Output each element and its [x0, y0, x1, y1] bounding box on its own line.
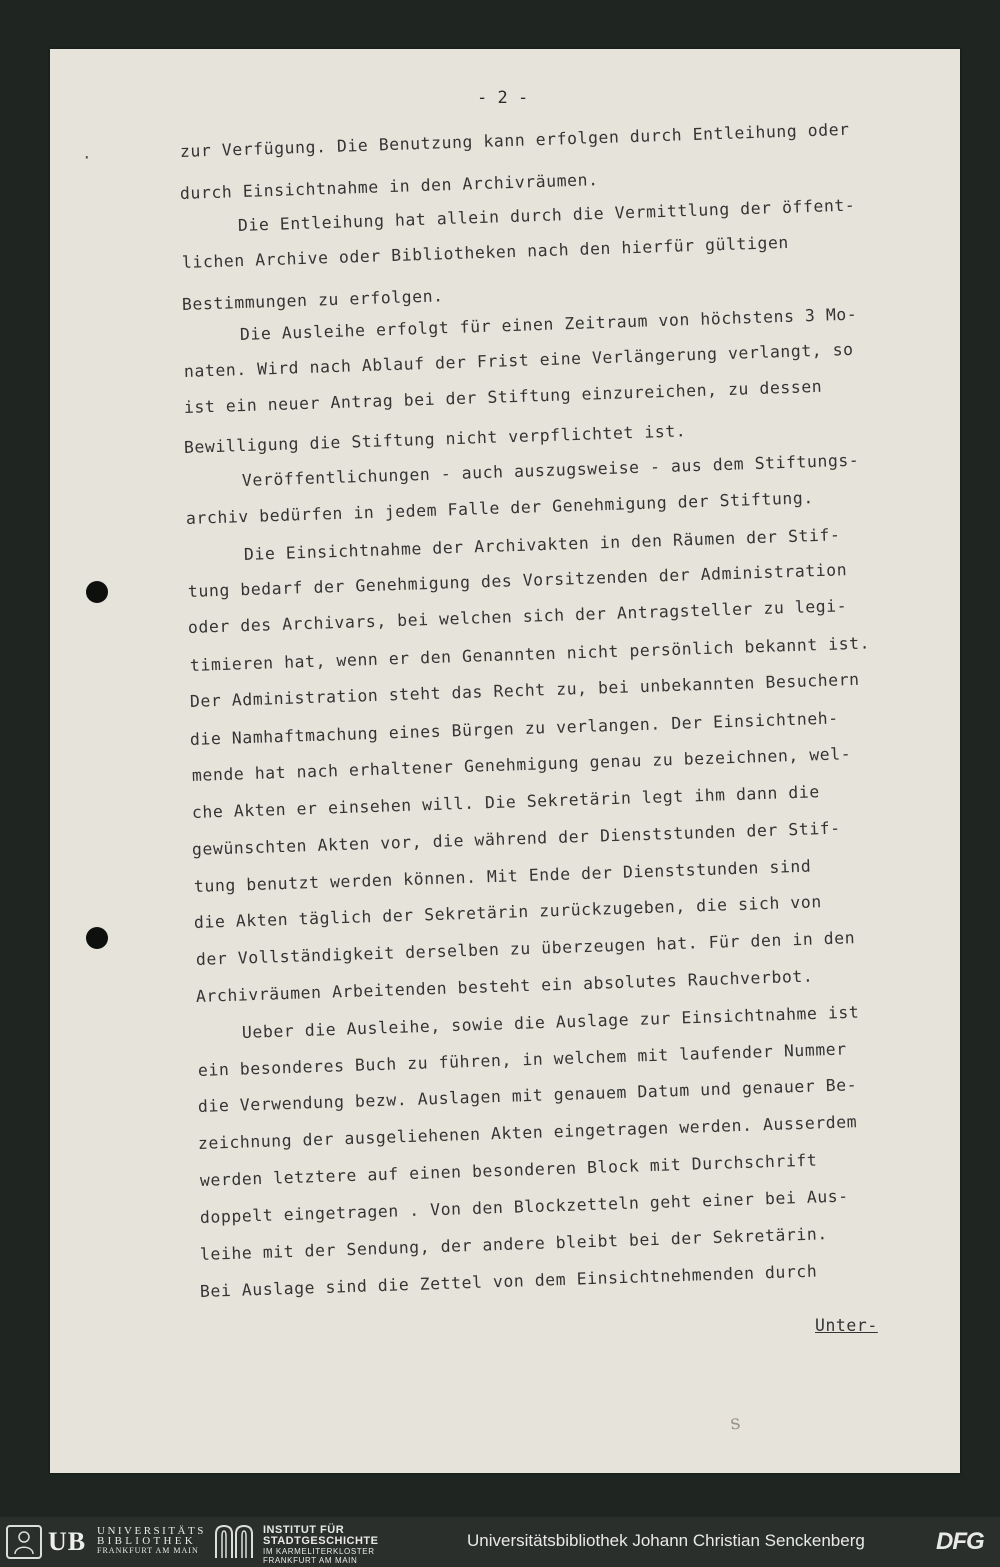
- ifs-name: [263, 1525, 378, 1565]
- text-line: archiv bedürfen in jedem Falle der Genehmigung der Stiftung.: [185, 488, 815, 528]
- text-line: Archivräumen Arbeitenden besteht ein absolutes Rauchverbot.: [195, 966, 814, 1006]
- pencil-mark: s: [728, 1409, 742, 1435]
- ub-logo[interactable]: [6, 1525, 90, 1559]
- text-line: der Vollständigkeit derselben zu überzeugen hat. Für den in den: [195, 928, 856, 969]
- text-line: tung benutzt werden können. Mit Ende der Dienststunden sind: [193, 856, 812, 896]
- ub-name-line3: FRANKFURT AM MAIN: [97, 1546, 199, 1555]
- ifs-logo-icon[interactable]: [214, 1524, 254, 1560]
- text-line: naten. Wird nach Ablauf der Frist eine Verlängerung verlangt, so: [183, 339, 854, 381]
- text-line: Die Entleihung hat allein durch die Vermittlung der öffent-: [237, 195, 856, 235]
- text-line: ist ein neuer Antrag bei der Stiftung einzureichen, zu dessen: [183, 376, 823, 417]
- library-title-link[interactable]: Universitätsbibliothek Johann Christian Senckenberg: [467, 1531, 865, 1550]
- text-line: werden letztere auf einen besonderen Block mit Durchschrift: [199, 1150, 818, 1190]
- ifs-name-line2: STADTGESCHICHTE: [263, 1535, 379, 1547]
- text-line: zur Verfügung. Die Benutzung kann erfolgen durch Entleihung oder: [179, 119, 850, 161]
- text-line: che Akten er einsehen will. Die Sekretärin legt ihm dann die: [191, 782, 821, 822]
- text-line: Ueber die Ausleihe, sowie die Auslage zur Einsichtnahme ist: [241, 1002, 860, 1042]
- text-line: die Akten täglich der Sekretärin zurückzugeben, die sich von: [193, 892, 823, 932]
- text-line: mende hat nach erhaltener Genehmigung genau zu bezeichnen, wel-: [191, 744, 852, 785]
- text-line: doppelt eingetragen . Von den Blockzetteln geht einer bei Aus-: [199, 1186, 849, 1227]
- text-line: zeichnung der ausgeliehenen Akten eingetragen werden. Ausserdem: [197, 1112, 858, 1153]
- catchword: Unter-: [815, 1316, 878, 1335]
- ifs-name-line3: IM KARMELITERKLOSTER: [263, 1547, 375, 1556]
- text-line: leihe mit der Sendung, der andere bleibt bei der Sekretärin.: [199, 1224, 829, 1264]
- footer-bar: [0, 1517, 1000, 1567]
- punch-hole-bottom: [86, 927, 108, 949]
- text-line: Die Einsichtnahme der Archivakten in den Räumen der Stif-: [243, 525, 841, 564]
- ub-logo-text: UB: [48, 1527, 87, 1556]
- text-line: die Namhaftmachung eines Bürgen zu verlangen. Der Einsichtneh-: [189, 708, 839, 749]
- text-line: ein besonderes Buch zu führen, in welchem mit laufender Nummer: [197, 1039, 847, 1080]
- text-line: Der Administration steht das Recht zu, bei unbekannten Besuchern: [189, 669, 860, 711]
- ifs-name-line4: FRANKFURT AM MAIN: [263, 1556, 358, 1565]
- text-line: Die Ausleihe erfolgt für einen Zeitraum von höchstens 3 Mo-: [239, 304, 858, 344]
- margin-dot: ·: [82, 148, 92, 167]
- text-line: Veröffentlichungen - auch auszugsweise - aus dem Stiftungs-: [241, 450, 860, 490]
- text-line: tung bedarf der Genehmigung des Vorsitzenden der Administration: [187, 560, 848, 601]
- text-line: Bewilligung die Stiftung nicht verpflichtet ist.: [183, 421, 687, 457]
- text-line: die Verwendung bezw. Auslagen mit genauem Datum und genauer Be-: [197, 1075, 858, 1116]
- text-line: Bestimmungen zu erfolgen.: [181, 286, 444, 314]
- ifs-name-line1: INSTITUT FÜR: [263, 1524, 345, 1536]
- text-line: lichen Archive oder Bibliotheken nach den hierfür gültigen: [181, 232, 790, 272]
- dfg-logo[interactable]: DFG: [936, 1528, 984, 1555]
- text-line: durch Einsichtnahme in den Archivräumen.: [179, 170, 599, 203]
- text-line: timieren hat, wenn er den Genannten nicht persönlich bekannt ist.: [189, 633, 871, 675]
- page-number: - 2 -: [477, 88, 529, 108]
- text-line: oder des Archivars, bei welchen sich der Antragsteller zu legi-: [187, 596, 848, 637]
- ub-name: [97, 1526, 206, 1556]
- ub-name-line1: UNIVERSITÄTS: [97, 1525, 206, 1537]
- punch-hole-top: [86, 581, 108, 603]
- ub-name-line2: BIBLIOTHEK: [97, 1535, 196, 1547]
- portrait-icon: [6, 1525, 42, 1559]
- text-line: gewünschten Akten vor, die während der Dienststunden der Stif-: [191, 818, 841, 859]
- text-line: Bei Auslage sind die Zettel von dem Einsichtnehmenden durch: [199, 1261, 818, 1301]
